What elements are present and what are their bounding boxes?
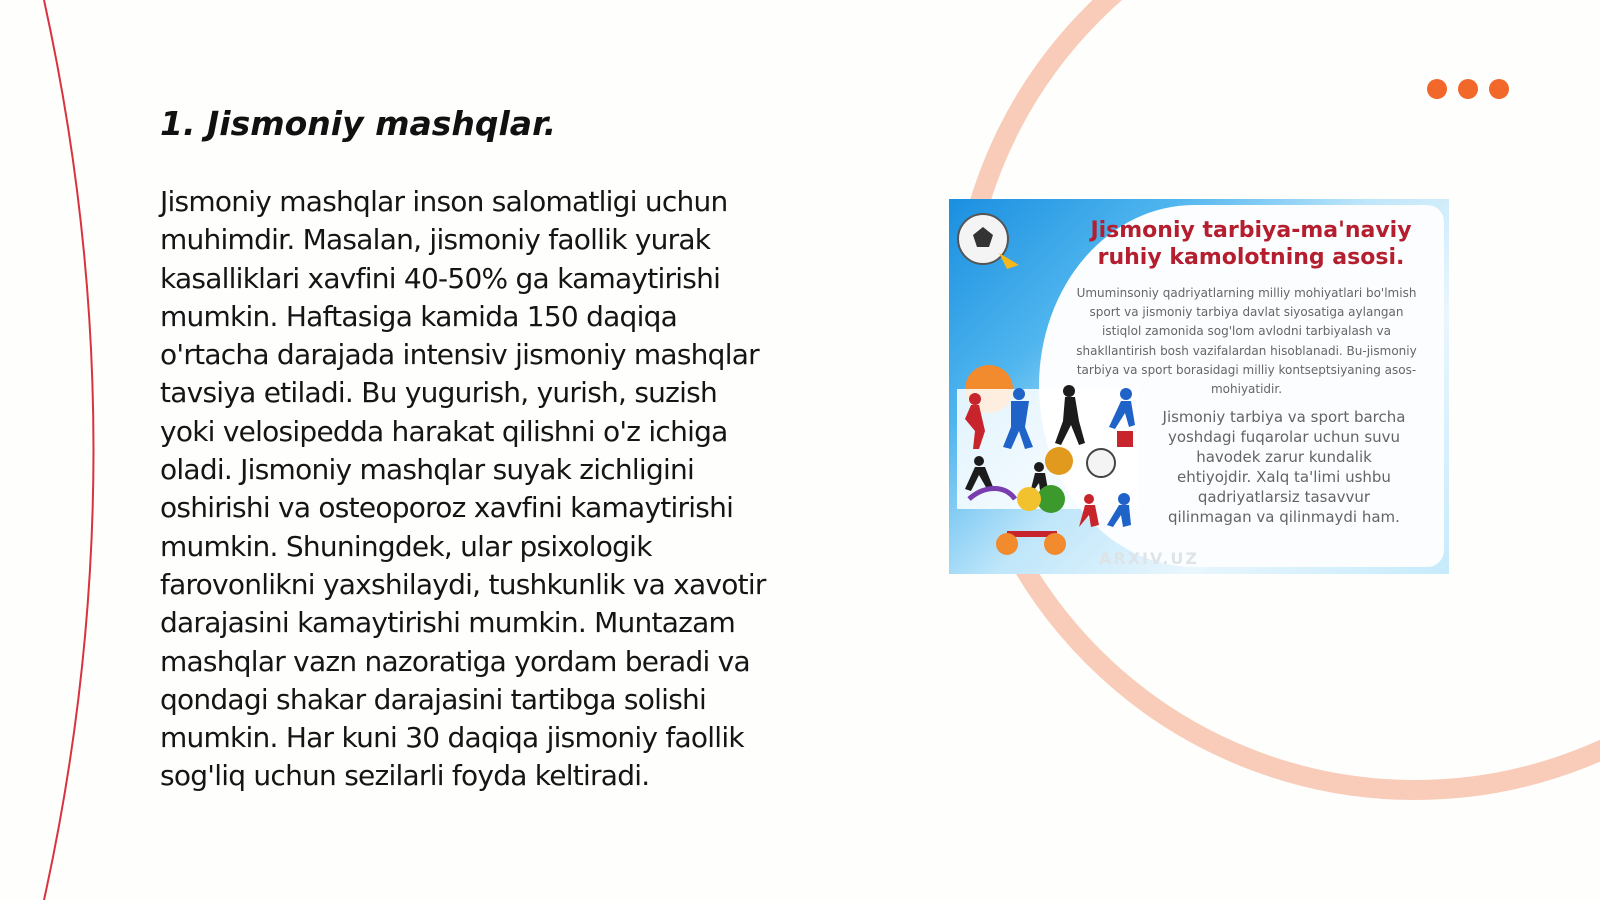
poster-quote-line: yoshdagi fuqarolar uchun suvu — [1167, 428, 1401, 446]
poster-quote-line: havodek zarur kundalik — [1196, 448, 1372, 466]
paragraph-line: Jismoniy mashqlar inson salomatligi uchun — [160, 185, 728, 218]
poster-subtitle-line: shakllantirish bosh vazifalardan hisoblanadi. Bu-jismoniy — [1076, 343, 1417, 358]
paragraph-line: mashqlar vazn nazoratiga yordam beradi va — [160, 644, 750, 678]
dot — [1489, 79, 1509, 99]
paragraph-line: mumkin. Shuningdek, ular psixologik — [160, 529, 652, 563]
body-paragraph — [160, 183, 860, 796]
paragraph-line: mumkin. Har kuni 30 daqiqa jismoniy faollik — [160, 721, 744, 755]
paragraph-line: yoki velosipedda harakat qilishni o'z ichiga — [160, 414, 728, 448]
poster-title-line: Jismoniy tarbiya-ma'naviy — [1090, 218, 1412, 243]
poster-subtitle-line: mohiyatidir. — [1210, 382, 1283, 397]
paragraph-line: darajasini kamaytirishi mumkin. Muntazam — [160, 606, 736, 640]
poster-quote-line: qilinmagan va qilinmaydi ham. — [1168, 508, 1400, 526]
paragraph-line: tavsiya etiladi. Bu yugurish, yurish, suzish — [160, 376, 717, 410]
poster-quote — [1149, 407, 1419, 527]
poster-watermark: ARXIV.UZ — [1099, 549, 1199, 568]
slide-title: 1. Jismoniy mashqlar. — [160, 104, 557, 143]
paragraph-line: mumkin. Haftasiga kamida 150 daqiqa — [160, 299, 678, 333]
poster-title — [1061, 217, 1441, 271]
poster-quote-line: Jismoniy tarbiya va sport barcha — [1162, 408, 1406, 426]
left-red-curve — [44, 0, 94, 900]
paragraph-line: muhimdir. Masalan, jismoniy faollik yurak — [160, 223, 711, 257]
more-dots-icon — [1427, 79, 1509, 99]
dot — [1458, 79, 1478, 99]
paragraph-line: sog'liq uchun sezilarli foyda keltiradi. — [160, 759, 650, 793]
paragraph-line: kasalliklari xavfini 40-50% ga kamaytirishi — [160, 261, 721, 295]
poster-image — [949, 199, 1449, 574]
paragraph-line: oshirishi va osteoporoz xavfini kamaytirishi — [160, 491, 734, 525]
poster-subtitle-line: Umuminsoniy qadriyatlarning milliy mohiyatlari bo'lmish — [1076, 286, 1417, 300]
poster-subtitle — [1049, 284, 1444, 399]
paragraph-line: farovonlikni yaxshilaydi, tushkunlik va xavotir — [160, 567, 766, 601]
poster-subtitle-line: istiqlol zamonida sog'lom avlodni tarbiyalash va — [1102, 324, 1391, 339]
poster-quote-line: ehtiyojdir. Xalq ta'limi ushbu — [1177, 468, 1391, 486]
poster-quote-line: qadriyatlarsiz tasavvur — [1197, 488, 1371, 506]
poster-subtitle-line: tarbiya va sport borasidagi milliy kontseptsiyaning asos- — [1076, 362, 1417, 377]
poster-subtitle-line: sport va jismoniy tarbiya davlat siyosatiga aylangan — [1089, 305, 1404, 320]
poster-title-line: ruhiy kamolotning asosi. — [1097, 245, 1405, 270]
dot — [1427, 79, 1447, 99]
paragraph-line: qondagi shakar darajasini tartibga solishi — [160, 682, 707, 716]
paragraph-line: o'rtacha darajada intensiv jismoniy mashqlar — [160, 338, 759, 372]
paragraph-line: oladi. Jismoniy mashqlar suyak zichligini — [160, 453, 695, 487]
